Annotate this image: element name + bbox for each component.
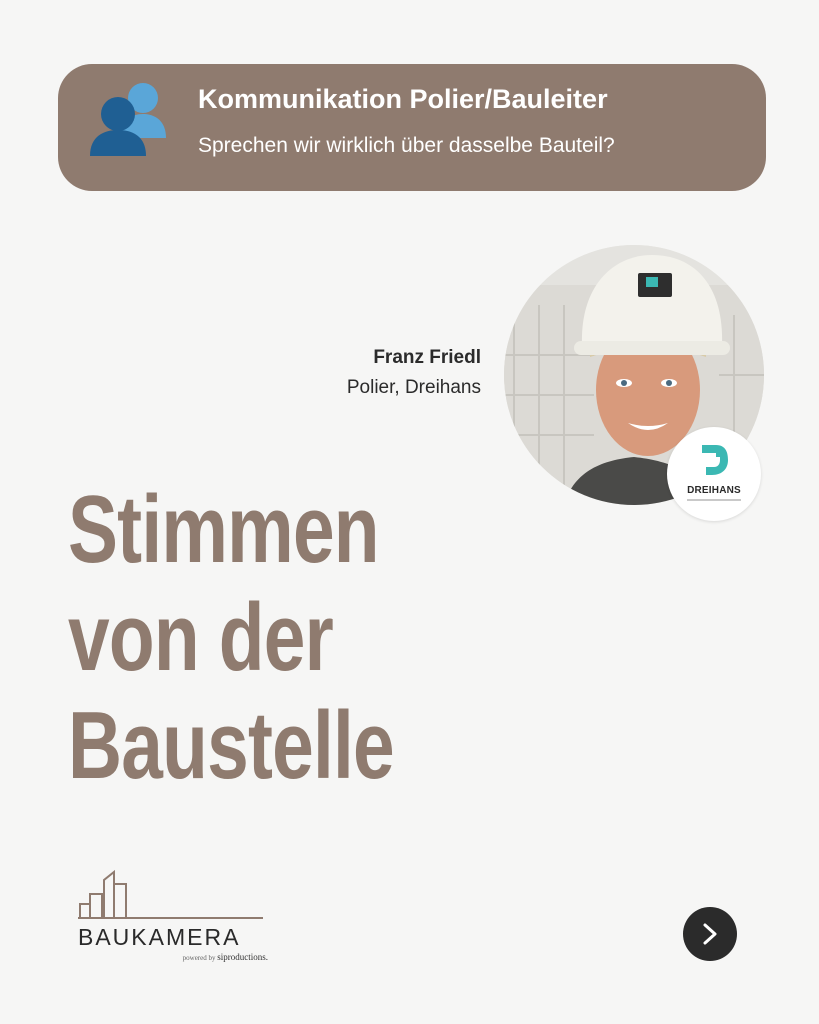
banner-subtitle: Sprechen wir wirklich über dasselbe Bauteil? bbox=[198, 134, 615, 157]
headline bbox=[68, 476, 394, 800]
dreihans-logo-text: DREIHANS bbox=[687, 485, 741, 496]
next-slide-button[interactable] bbox=[683, 907, 737, 961]
person-role: Polier, Dreihans bbox=[346, 377, 481, 398]
headline-line-2: von der bbox=[68, 584, 333, 691]
headline-line-1: Stimmen bbox=[68, 476, 379, 583]
powered-by-label: powered by bbox=[182, 954, 216, 962]
baukamera-wordmark: BAUKAMERA bbox=[78, 924, 241, 950]
banner-title: Kommunikation Polier/Bauleiter bbox=[198, 84, 608, 114]
partner-name: siproductions. bbox=[217, 952, 268, 962]
topic-banner bbox=[58, 64, 766, 191]
logo-divider bbox=[687, 499, 741, 501]
dreihans-logo-icon bbox=[700, 443, 730, 477]
powered-by bbox=[183, 952, 268, 962]
person-name: Franz Friedl bbox=[373, 347, 481, 368]
people-icon bbox=[88, 74, 170, 158]
skyline-icon bbox=[78, 868, 263, 920]
baukamera-logo bbox=[78, 868, 268, 964]
dreihans-logo-badge bbox=[667, 427, 761, 521]
headline-line-3: Baustelle bbox=[68, 692, 394, 799]
chevron-right-icon bbox=[700, 922, 720, 946]
